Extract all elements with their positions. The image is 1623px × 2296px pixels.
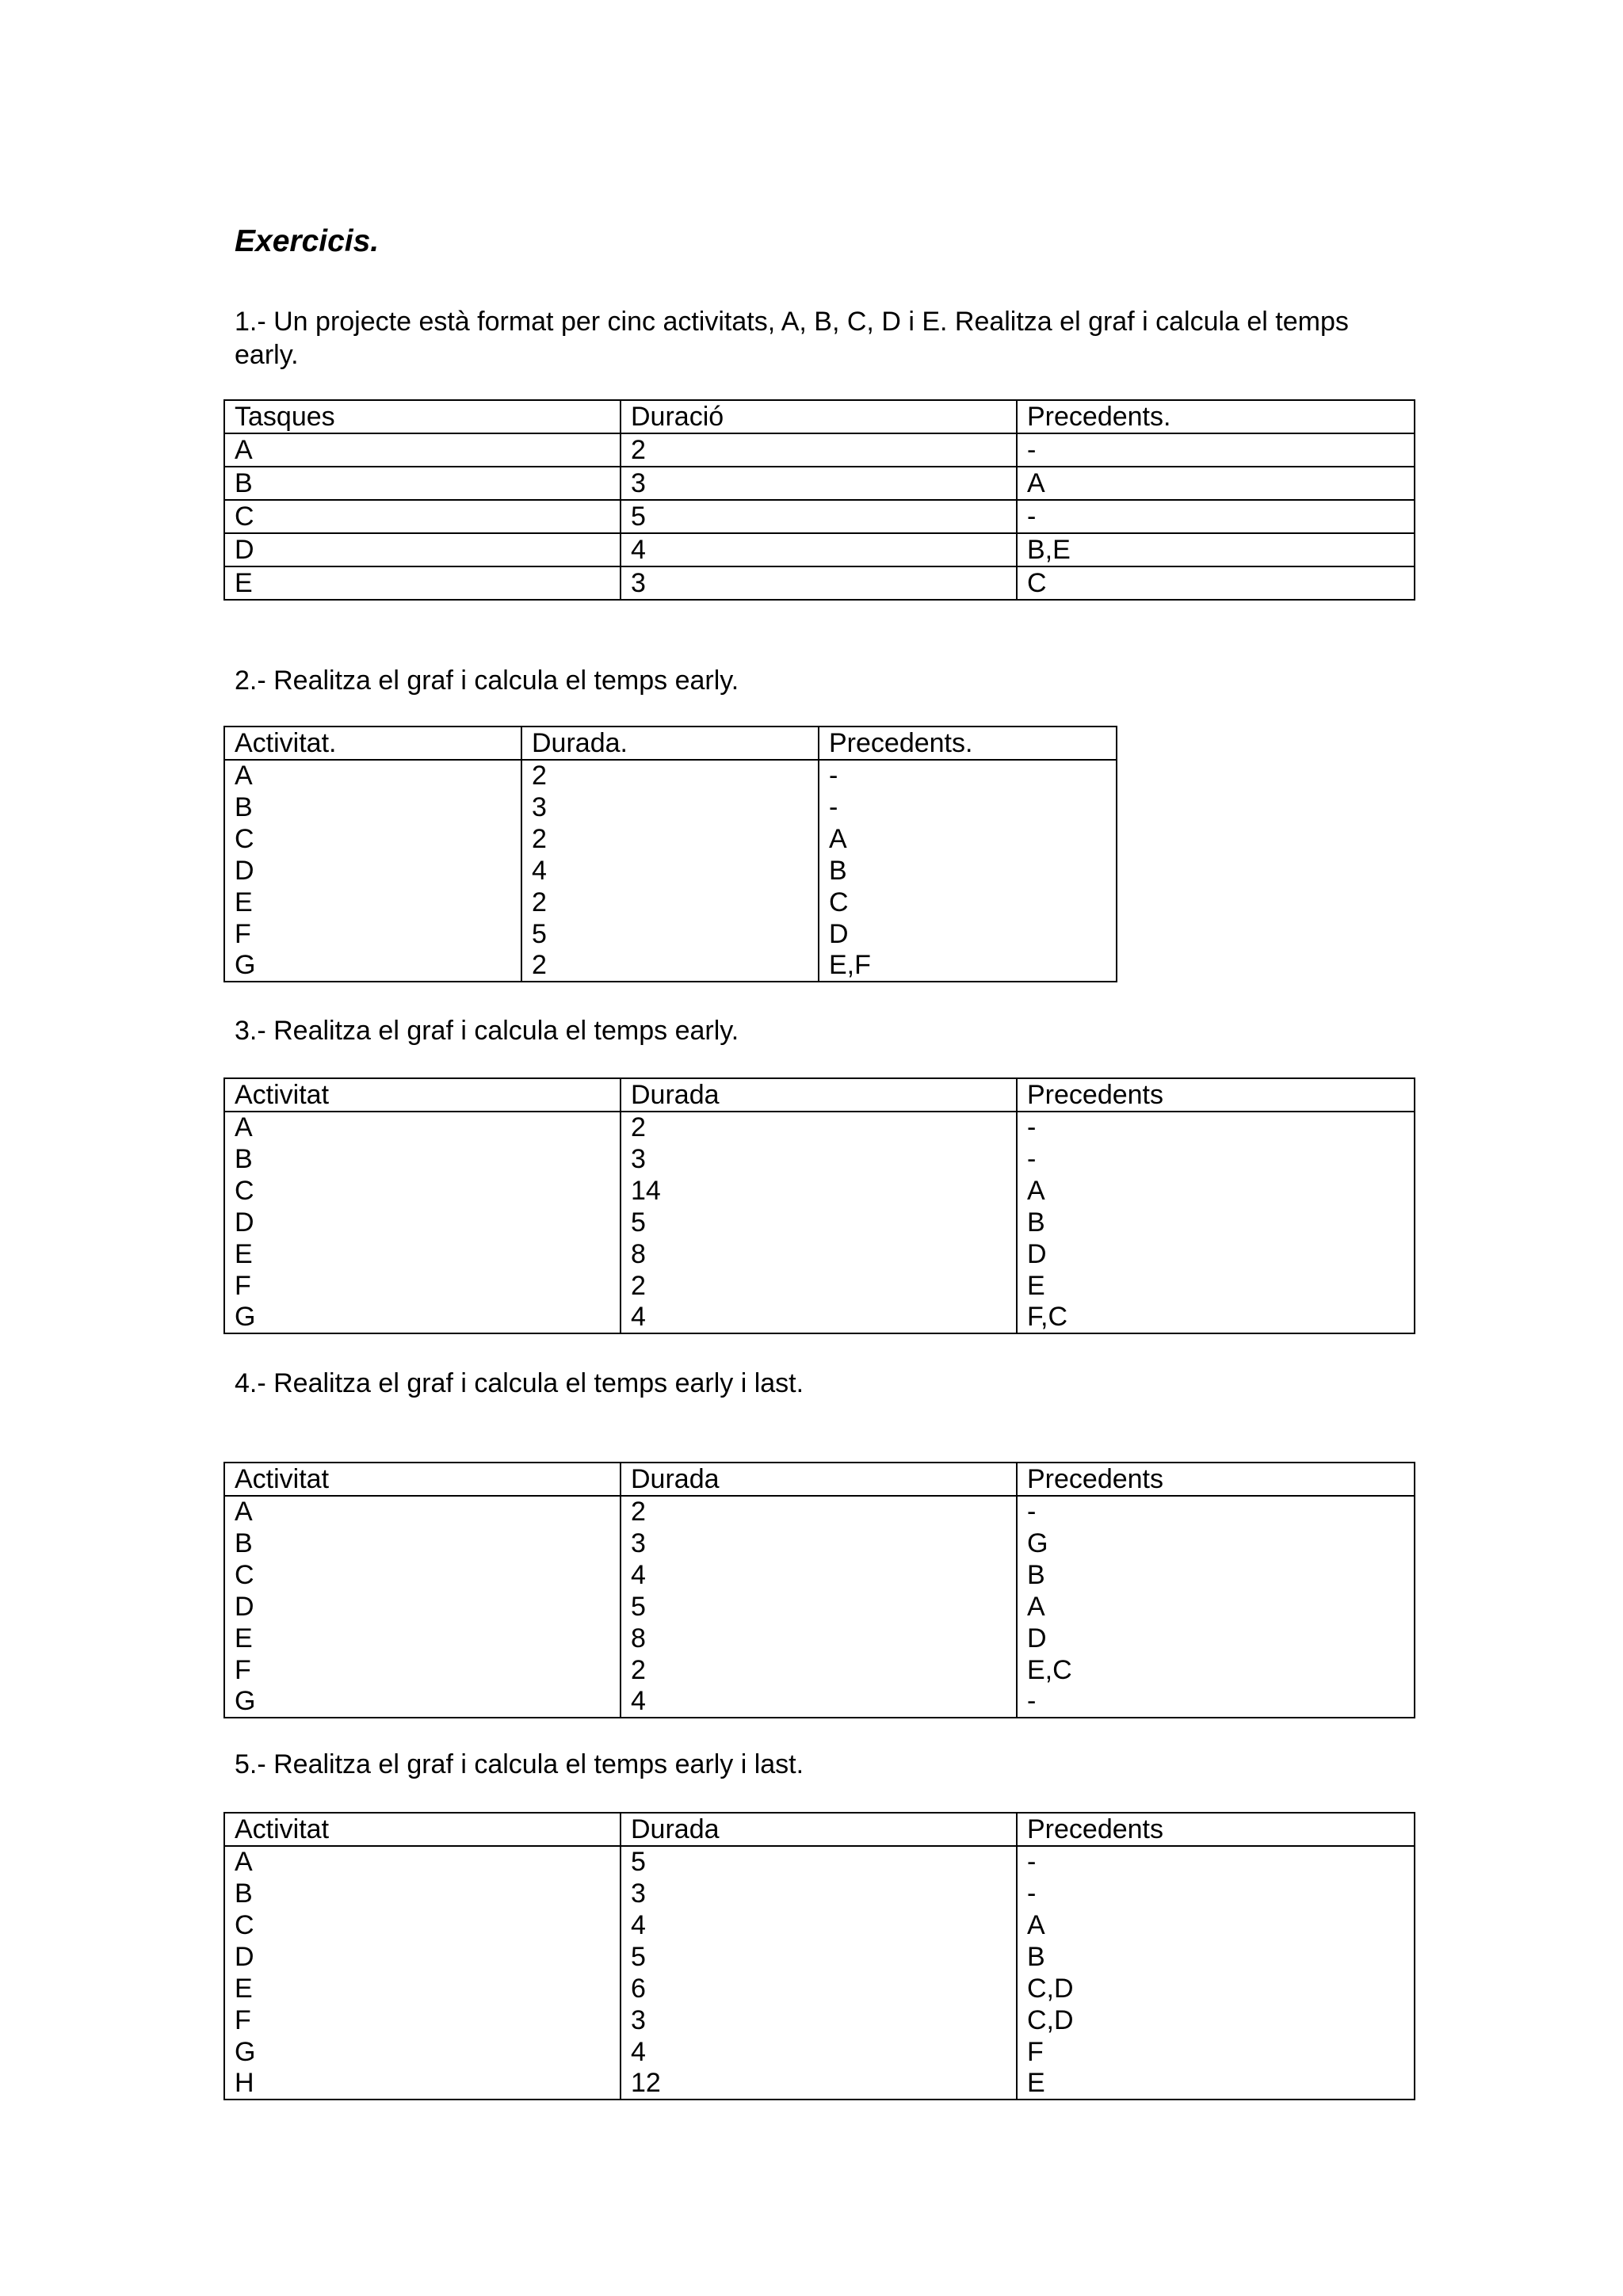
table-cell: - [1017, 1112, 1415, 1143]
table-cell: - [1017, 1496, 1415, 1527]
table-cell: E [224, 1623, 621, 1654]
table-row [224, 2068, 1415, 2100]
table-cell: F [224, 2004, 621, 2036]
table-cell: E [224, 1973, 621, 2004]
column-header: Durada [621, 1813, 1017, 1846]
column-header: Durada [621, 1463, 1017, 1496]
table-cell: B [224, 1143, 621, 1175]
column-header: Duració [621, 400, 1017, 433]
table-cell: B [1017, 1559, 1415, 1591]
table-cell: E [1017, 2068, 1415, 2100]
table-cell: 2 [521, 823, 819, 855]
table-cell: 2 [621, 1654, 1017, 1686]
table-cell: - [1017, 1878, 1415, 1909]
table-cell: 8 [621, 1238, 1017, 1270]
column-header: Activitat [224, 1078, 621, 1112]
exercise-1-table [223, 399, 1415, 601]
table-cell: D [224, 1941, 621, 1973]
table-cell: 2 [621, 1270, 1017, 1302]
table-cell: B [224, 467, 621, 500]
table-cell: D [1017, 1623, 1415, 1654]
table-cell: F [224, 1270, 621, 1302]
table-cell: C [819, 887, 1117, 918]
column-header: Precedents [1017, 1463, 1415, 1496]
table-cell: 4 [621, 2036, 1017, 2068]
table-row [224, 1302, 1415, 1333]
table-row [224, 533, 1415, 566]
table-cell: C [1017, 566, 1415, 600]
table-row [224, 1686, 1415, 1718]
table-row [224, 2004, 1415, 2036]
table-cell: 4 [621, 1559, 1017, 1591]
table-cell: F [224, 1654, 621, 1686]
table-cell: 6 [621, 1973, 1017, 2004]
table-cell: D [224, 1207, 621, 1238]
table-row [224, 760, 1117, 791]
table-cell: 12 [621, 2068, 1017, 2100]
table-cell: 5 [621, 1846, 1017, 1878]
table-cell: G [224, 1686, 621, 1718]
table-row [224, 2036, 1415, 2068]
table-cell: 2 [521, 950, 819, 982]
table-cell: A [1017, 467, 1415, 500]
table-cell: C [224, 1559, 621, 1591]
table-row [224, 1559, 1415, 1591]
table-cell: 3 [621, 467, 1017, 500]
table-row [224, 1654, 1415, 1686]
table-cell: 4 [621, 533, 1017, 566]
table-row [224, 467, 1415, 500]
table-cell: C,D [1017, 1973, 1415, 2004]
table-row [224, 823, 1117, 855]
table-cell: 2 [621, 1496, 1017, 1527]
exercise-5-statement: 5.- Realitza el graf i calcula el temps early i last. [235, 1749, 804, 1779]
table-cell: 3 [521, 791, 819, 823]
column-header: Durada. [521, 727, 819, 760]
table-cell: G [1017, 1527, 1415, 1559]
exercise-5-table [223, 1812, 1415, 2100]
table-cell: 2 [521, 760, 819, 791]
table-cell: - [1017, 1686, 1415, 1718]
table-cell: A [1017, 1909, 1415, 1941]
page-title: Exercicis. [235, 224, 380, 258]
table-cell: 5 [521, 918, 819, 950]
table-cell: 2 [521, 887, 819, 918]
table-cell: 3 [621, 1143, 1017, 1175]
table-row [224, 1846, 1415, 1878]
table-row [224, 433, 1415, 467]
exercise-4-table [223, 1462, 1415, 1718]
table-row [224, 566, 1415, 600]
table-cell: A [224, 433, 621, 467]
table-row [224, 918, 1117, 950]
column-header: Precedents [1017, 1078, 1415, 1112]
table-cell: - [1017, 1846, 1415, 1878]
table-cell: D [224, 855, 521, 887]
table-row [224, 1909, 1415, 1941]
table-cell: - [819, 760, 1117, 791]
column-header: Activitat. [224, 727, 521, 760]
table-cell: 2 [621, 1112, 1017, 1143]
column-header: Precedents [1017, 1813, 1415, 1846]
table-cell: C [224, 823, 521, 855]
table-cell: 5 [621, 1941, 1017, 1973]
table-row [224, 1112, 1415, 1143]
table-cell: 4 [621, 1302, 1017, 1333]
table-cell: B [224, 1527, 621, 1559]
table-row [224, 1270, 1415, 1302]
table-cell: D [224, 533, 621, 566]
table-cell: 4 [521, 855, 819, 887]
table-cell: - [1017, 433, 1415, 467]
exercise-2-table [223, 726, 1117, 982]
table-cell: F,C [1017, 1302, 1415, 1333]
table-row [224, 500, 1415, 533]
column-header: Activitat [224, 1813, 621, 1846]
table-row [224, 1207, 1415, 1238]
table-cell: E,C [1017, 1654, 1415, 1686]
table-cell: - [1017, 500, 1415, 533]
table-cell: 4 [621, 1686, 1017, 1718]
table-cell: B [1017, 1941, 1415, 1973]
table-cell: 5 [621, 1591, 1017, 1623]
table-cell: G [224, 1302, 621, 1333]
column-header: Durada [621, 1078, 1017, 1112]
table-cell: B,E [1017, 533, 1415, 566]
table-cell: G [224, 950, 521, 982]
table-cell: G [224, 2036, 621, 2068]
table-row [224, 887, 1117, 918]
table-cell: B [819, 855, 1117, 887]
table-cell: C [224, 1175, 621, 1207]
table-cell: D [224, 1591, 621, 1623]
table-cell: E [1017, 1270, 1415, 1302]
table-row [224, 1878, 1415, 1909]
table-row [224, 1591, 1415, 1623]
column-header: Precedents. [819, 727, 1117, 760]
table-row [224, 1973, 1415, 2004]
table-cell: B [224, 1878, 621, 1909]
table-cell: 3 [621, 1878, 1017, 1909]
exercise-2-statement: 2.- Realitza el graf i calcula el temps early. [235, 666, 739, 696]
table-cell: E [224, 887, 521, 918]
table-row [224, 1527, 1415, 1559]
table-cell: B [1017, 1207, 1415, 1238]
table-cell: 14 [621, 1175, 1017, 1207]
table-row [224, 1496, 1415, 1527]
table-cell: 8 [621, 1623, 1017, 1654]
table-row [224, 1143, 1415, 1175]
table-row [224, 950, 1117, 982]
table-cell: A [224, 1496, 621, 1527]
table-row [224, 1175, 1415, 1207]
exercise-3-table [223, 1077, 1415, 1334]
table-row [224, 1238, 1415, 1270]
table-cell: B [224, 791, 521, 823]
table-cell: - [1017, 1143, 1415, 1175]
table-cell: E,F [819, 950, 1117, 982]
table-cell: 3 [621, 1527, 1017, 1559]
exercise-3-statement: 3.- Realitza el graf i calcula el temps early. [235, 1016, 739, 1046]
table-cell: 5 [621, 500, 1017, 533]
table-cell: C [224, 500, 621, 533]
table-cell: A [819, 823, 1117, 855]
exercise-1-statement: 1.- Un projecte està format per cinc activitats, A, B, C, D i E. Realitza el graf i calcula el temps early. [235, 307, 1349, 370]
table-cell: C,D [1017, 2004, 1415, 2036]
exercise-4-statement: 4.- Realitza el graf i calcula el temps early i last. [235, 1368, 804, 1398]
table-cell: - [819, 791, 1117, 823]
table-cell: A [1017, 1591, 1415, 1623]
table-cell: D [1017, 1238, 1415, 1270]
table-cell: E [224, 1238, 621, 1270]
column-header: Tasques [224, 400, 621, 433]
table-cell: 3 [621, 2004, 1017, 2036]
table-cell: A [224, 1846, 621, 1878]
table-row [224, 1941, 1415, 1973]
table-cell: H [224, 2068, 621, 2100]
table-row [224, 855, 1117, 887]
table-cell: A [224, 1112, 621, 1143]
table-cell: 2 [621, 433, 1017, 467]
table-row [224, 1623, 1415, 1654]
table-row [224, 791, 1117, 823]
table-cell: A [224, 760, 521, 791]
table-cell: E [224, 566, 621, 600]
table-cell: 4 [621, 1909, 1017, 1941]
table-cell: 5 [621, 1207, 1017, 1238]
column-header: Precedents. [1017, 400, 1415, 433]
table-cell: A [1017, 1175, 1415, 1207]
table-cell: F [1017, 2036, 1415, 2068]
table-cell: C [224, 1909, 621, 1941]
column-header: Activitat [224, 1463, 621, 1496]
table-cell: D [819, 918, 1117, 950]
table-cell: 3 [621, 566, 1017, 600]
table-cell: F [224, 918, 521, 950]
